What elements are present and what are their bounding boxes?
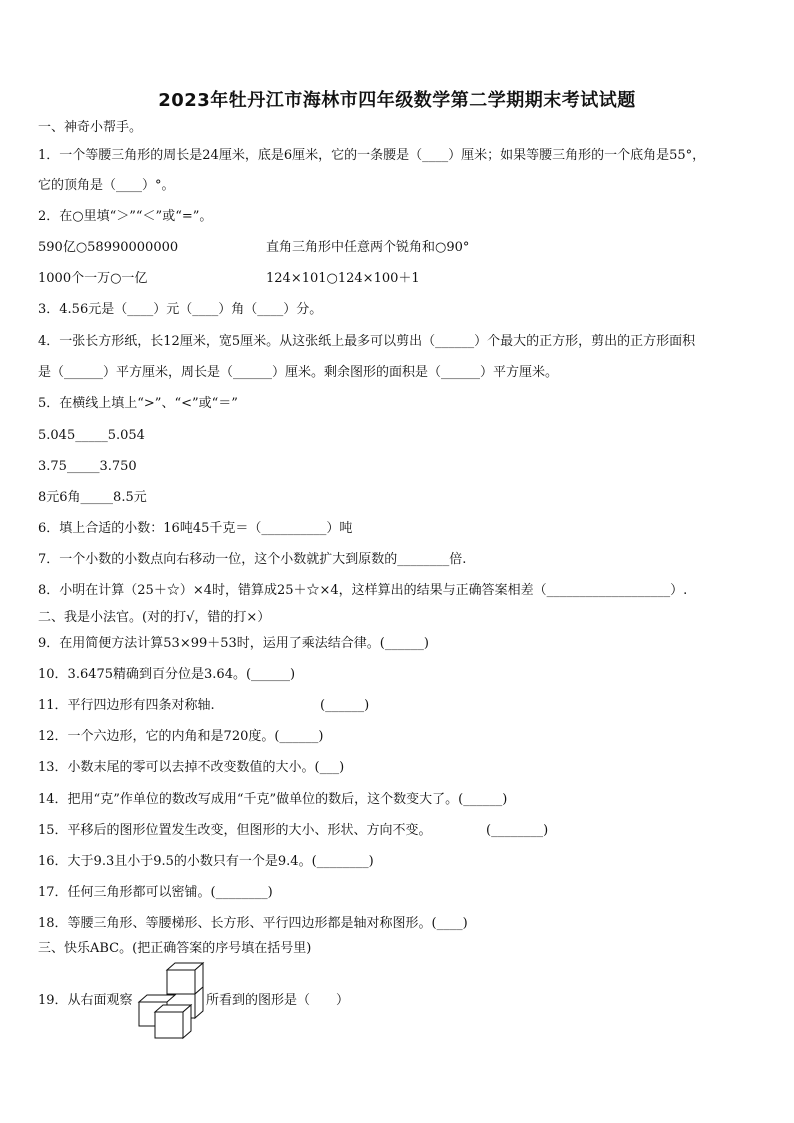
question-2-item-c: 1000个一万○一亿 xyxy=(38,271,148,286)
question-15-answer: (________) xyxy=(486,823,549,838)
question-6: 6．填上合适的小数：16吨45千克＝（__________）吨 xyxy=(38,521,353,536)
question-4-line-1: 4．一张长方形纸，长12厘米，宽5厘米。从这张纸上最多可以剪出（______）个最大的正方形，剪出的正方形面积 xyxy=(38,334,696,349)
question-11-text: 11．平行四边形有四条对称轴. xyxy=(38,698,215,713)
question-2-row-1 xyxy=(38,240,762,256)
question-13: 13．小数末尾的零可以去掉不改变数值的大小。(___) xyxy=(38,760,345,775)
question-11 xyxy=(38,698,762,714)
question-7: 7．一个小数的小数点向右移动一位，这个小数就扩大到原数的________倍. xyxy=(38,552,467,567)
question-1-line-2: 它的顶角是（____）°。 xyxy=(38,178,175,193)
question-19-text-a: 19．从右面观察 xyxy=(38,993,133,1008)
section-heading-3: 三、快乐ABC。(把正确答案的序号填在括号里) xyxy=(38,941,312,956)
question-16: 16．大于9.3且小于9.5的小数只有一个是9.4。(________) xyxy=(38,854,374,869)
question-2-item-d: 124×101○124×100＋1 xyxy=(266,271,420,286)
question-2-item-a: 590亿○58990000000 xyxy=(38,240,179,255)
question-4-line-2: 是（______）平方厘米，周长是（______）厘米。剩余图形的面积是（______）平方厘米。 xyxy=(38,365,559,380)
question-3: 3．4.56元是（____）元（____）角（____）分。 xyxy=(38,302,323,317)
question-2: 2．在○里填“＞”“＜”或“=”。 xyxy=(38,209,213,224)
question-15-text: 15．平移后的图形位置发生改变，但图形的大小、形状、方向不变。 xyxy=(38,823,432,838)
question-5-item-b: 3.75_____3.750 xyxy=(38,459,137,474)
page-title: 2023年牡丹江市海林市四年级数学第二学期期末考试试题 xyxy=(158,90,636,111)
question-5-item-c: 8元6角_____8.5元 xyxy=(38,490,147,505)
question-10: 10．3.6475精确到百分位是3.64。(______) xyxy=(38,667,296,682)
question-2-item-b: 直角三角形中任意两个锐角和○90° xyxy=(266,240,470,255)
question-14: 14．把用“克”作单位的数改写成用“千克”做单位的数后，这个数变大了。(______) xyxy=(38,792,508,807)
question-19-text-b: 所看到的图形是（ ） xyxy=(206,993,350,1008)
question-12: 12．一个六边形，它的内角和是720度。(______) xyxy=(38,729,324,744)
question-9: 9．在用简便方法计算53×99＋53时，运用了乘法结合律。(______) xyxy=(38,636,429,651)
question-5: 5．在横线上填上“>”、“<”或“＝” xyxy=(38,396,238,411)
question-17: 17．任何三角形都可以密铺。(________) xyxy=(38,885,273,900)
section-heading-2: 二、我是小法官。(对的打√，错的打×） xyxy=(38,610,271,625)
question-8: 8．小明在计算（25＋☆）×4时，错算成25＋☆×4，这样算出的结果与正确答案相差（___________________）. xyxy=(38,583,688,598)
question-18: 18．等腰三角形、等腰梯形、长方形、平行四边形都是轴对称图形。(____) xyxy=(38,916,468,931)
question-5-item-a: 5.045_____5.054 xyxy=(38,428,145,443)
question-15 xyxy=(38,823,762,839)
question-11-answer: (______) xyxy=(320,698,370,713)
question-1-line-1: 1．一个等腰三角形的周长是24厘米，底是6厘米，它的一条腰是（____）厘米；如果等腰三角形的一个底角是55°， xyxy=(38,148,706,163)
cube-stack-figure xyxy=(137,962,207,1040)
section-heading-1: 一、神奇小帮手。 xyxy=(38,120,143,135)
question-2-row-2 xyxy=(38,271,762,287)
